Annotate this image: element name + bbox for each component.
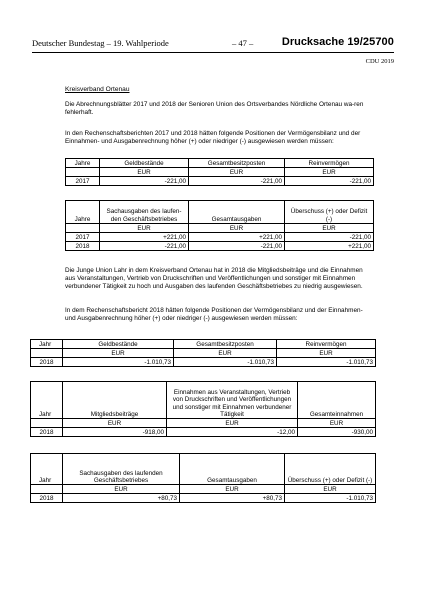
value-cell: +221,00 <box>189 233 285 242</box>
value-cell: +221,00 <box>285 242 374 251</box>
section-title: Kreisverband Ortenau <box>65 86 130 93</box>
year-cell: 2017 <box>66 233 100 242</box>
value-cell: -1.010,73 <box>285 494 376 503</box>
unit-cell: EUR <box>285 168 374 177</box>
table-1 <box>65 158 374 186</box>
unit-cell: EUR <box>277 349 376 358</box>
col-header: Reinvermögen <box>285 159 374 168</box>
col-header: Mitgliedsbeiträge <box>63 382 167 419</box>
table-3 <box>30 339 376 367</box>
table-2 <box>65 200 374 251</box>
col-header: Gesamteinnahmen <box>298 382 376 419</box>
col-header: Gesamtbesitzposten <box>174 340 277 349</box>
paragraph-2: In den Rechenschaftsberichten 2017 und 2018 hätten folgende Positionen der Vermögensbilanz und der Einnahmen- und Ausgabenrechnung höher (+) oder niedriger (-) ausgewiesen werden müssen: <box>65 130 361 145</box>
value-cell: -221,00 <box>189 177 285 186</box>
empty-cell <box>31 485 63 494</box>
value-cell: -221,00 <box>189 242 285 251</box>
unit-cell: EUR <box>167 419 298 428</box>
table-row <box>66 242 374 251</box>
unit-cell: EUR <box>63 349 174 358</box>
party-stamp: CDU 2019 <box>365 58 394 65</box>
unit-cell: EUR <box>100 224 189 233</box>
year-cell: 2017 <box>66 177 100 186</box>
table-row <box>31 494 376 503</box>
col-header: Gesamtbesitzposten <box>189 159 285 168</box>
value-cell: -1.010,73 <box>277 358 376 367</box>
year-cell: 2018 <box>31 428 63 437</box>
value-cell: -918,00 <box>63 428 167 437</box>
unit-cell: EUR <box>63 419 167 428</box>
unit-row <box>31 419 376 428</box>
unit-cell: EUR <box>285 485 376 494</box>
value-cell: -12,00 <box>167 428 298 437</box>
value-cell: +221,00 <box>100 233 189 242</box>
col-header: Überschuss (+) oder Defizit (-) <box>285 201 374 224</box>
table-row <box>66 177 374 186</box>
col-header: Sachausgaben des laufenden Geschäftsbetriebes <box>63 454 180 485</box>
col-header: Jahr <box>31 340 63 349</box>
document-id: 19/25700 <box>347 36 394 48</box>
paragraph-3: Die Junge Union Lahr in dem Kreisverband Ortenau hat in 2018 die Mitgliedsbeiträge und die Einnahmen aus Veranstaltungen, Vertrieb von Druckschriften und Veröffentlichungen und sonstiger mit Einnahmen verbundener Tätigkeit zu hoch und Ausgaben des laufenden Geschäftsbetriebes zu niedrig ausgewiesen. <box>65 267 363 290</box>
value-cell: +80,73 <box>63 494 180 503</box>
paragraph-1: Die Abrechnungsblätter 2017 und 2018 der Senioren Union des Ortsverbandes Nördliche Ortenau wa-ren fehlerhaft. <box>65 101 364 116</box>
document-number <box>282 36 394 48</box>
value-cell: -1.010,73 <box>174 358 277 367</box>
unit-cell: EUR <box>180 485 285 494</box>
col-header: Gesamtausgaben <box>180 454 285 485</box>
table-row <box>31 358 376 367</box>
table-header-row <box>31 382 376 419</box>
empty-cell <box>31 419 63 428</box>
col-header: Reinvermögen <box>277 340 376 349</box>
table-4 <box>30 381 376 437</box>
document-label: Drucksache <box>281 36 345 48</box>
value-cell: -221,00 <box>285 233 374 242</box>
unit-cell: EUR <box>298 419 376 428</box>
col-header: Einnahmen aus Veranstaltungen, Vertrieb von Druckschriften und Veröffentlichungen und sonstiger mit Einnahmen verbundener Tätigkeit <box>167 382 298 419</box>
value-cell: -221,00 <box>100 242 189 251</box>
empty-cell <box>66 168 100 177</box>
value-cell: +80,73 <box>180 494 285 503</box>
table-row <box>31 428 376 437</box>
year-cell: 2018 <box>31 494 63 503</box>
table-header-row <box>66 159 374 168</box>
unit-cell: EUR <box>285 224 374 233</box>
parliament-label: Deutscher Bundestag – 19. Wahlperiode <box>32 38 169 48</box>
paragraph-4: In dem Rechenschaftsbericht 2018 hätten folgende Positionen der Vermögensbilanz und der Einnahmen- und Ausgabenrechnung höher (+) oder niedriger (-) ausgewiesen werden müssen: <box>65 307 363 322</box>
unit-row <box>66 224 374 233</box>
unit-row <box>66 168 374 177</box>
value-cell: -930,00 <box>298 428 376 437</box>
col-header: Geldbestände <box>100 159 189 168</box>
value-cell: -221,00 <box>100 177 189 186</box>
table-header-row <box>66 201 374 224</box>
col-header: Geldbestände <box>63 340 174 349</box>
table-header-row <box>31 454 376 485</box>
empty-cell <box>66 224 100 233</box>
unit-row <box>31 349 376 358</box>
value-cell: -1.010,73 <box>63 358 174 367</box>
col-header: Jahr <box>31 454 63 485</box>
table-row <box>66 233 374 242</box>
value-cell: -221,00 <box>285 177 374 186</box>
col-header: Jahre <box>66 159 100 168</box>
unit-cell: EUR <box>174 349 277 358</box>
empty-cell <box>31 349 63 358</box>
col-header: Gesamtausgaben <box>189 201 285 224</box>
unit-cell: EUR <box>189 168 285 177</box>
table-5 <box>30 453 376 503</box>
page-number: – 47 – <box>232 38 254 48</box>
table-header-row <box>31 340 376 349</box>
unit-cell: EUR <box>63 485 180 494</box>
unit-cell: EUR <box>189 224 285 233</box>
year-cell: 2018 <box>66 242 100 251</box>
page-header <box>32 38 394 53</box>
col-header: Jahr <box>31 382 63 419</box>
col-header: Jahre <box>66 201 100 224</box>
year-cell: 2018 <box>31 358 63 367</box>
col-header: Sachausgaben des laufen-den Geschäftsbetriebes <box>100 201 189 224</box>
col-header: Überschuss (+) oder Defizit (-) <box>285 454 376 485</box>
unit-row <box>31 485 376 494</box>
unit-cell: EUR <box>100 168 189 177</box>
